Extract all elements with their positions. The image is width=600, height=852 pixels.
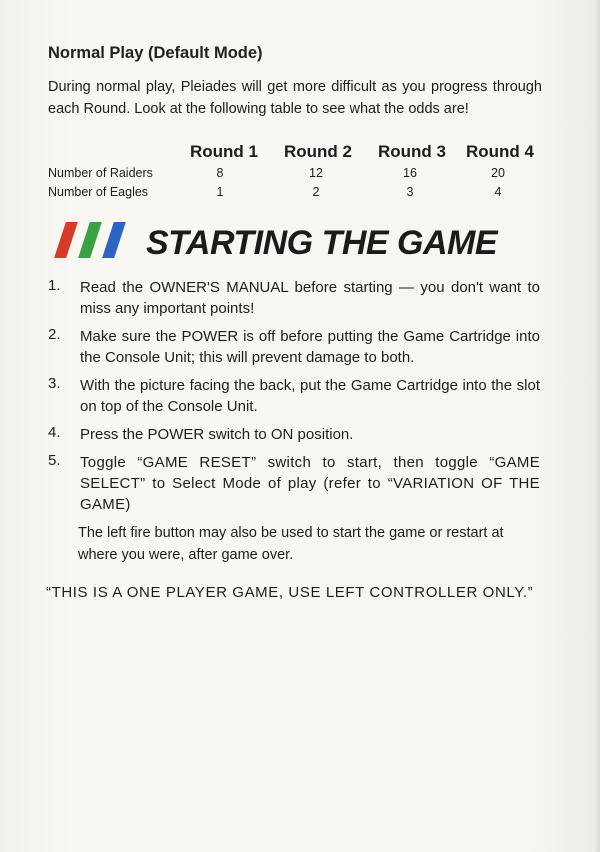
table-cell: 3 bbox=[406, 185, 414, 199]
page-edge-shadow bbox=[594, 0, 600, 852]
normal-play-intro: During normal play, Pleiades will get more difficult as you progress through each Round. Look at the following table to see what the odds are! bbox=[48, 79, 542, 117]
one-player-warning: “THIS IS A ONE PLAYER GAME, USE LEFT CONTROLLER ONLY.” bbox=[46, 584, 534, 601]
step-number: 1. bbox=[48, 277, 61, 294]
step-text: Read the OWNER'S MANUAL before starting — you don't want to miss any important points! bbox=[80, 279, 540, 317]
red-stripe-icon bbox=[54, 222, 78, 258]
step-number: 3. bbox=[48, 375, 61, 392]
round-header: Round 2 bbox=[284, 142, 352, 161]
step-text: With the picture facing the back, put the Game Cartridge into the slot on top of the Console Unit. bbox=[80, 377, 540, 415]
raiders-row-label: Number of Raiders bbox=[48, 166, 153, 180]
table-cell: 12 bbox=[309, 166, 323, 180]
section-title: STARTING THE GAME bbox=[146, 224, 498, 262]
table-cell: 8 bbox=[216, 166, 224, 180]
normal-play-heading: Normal Play (Default Mode) bbox=[48, 44, 263, 62]
round-header: Round 1 bbox=[190, 142, 258, 161]
step-number: 4. bbox=[48, 424, 61, 441]
step-number: 5. bbox=[48, 452, 61, 469]
step-text: Make sure the POWER is off before putting the Game Cartridge into the Console Unit; this will prevent damage to both. bbox=[80, 328, 540, 366]
fire-button-note: The left fire button may also be used to start the game or restart at where you were, after game over. bbox=[78, 525, 504, 563]
table-cell: 1 bbox=[216, 185, 224, 199]
table-cell: 20 bbox=[491, 166, 505, 180]
table-cell: 2 bbox=[312, 185, 320, 199]
step-number: 2. bbox=[48, 326, 61, 343]
table-cell: 4 bbox=[494, 185, 502, 199]
round-header: Round 4 bbox=[466, 142, 534, 161]
eagles-row-label: Number of Eagles bbox=[48, 185, 149, 199]
step-text: Toggle “GAME RESET” switch to start, then toggle “GAME SELECT” to Select Mode of play (refer to “VARIATION OF THE GAME) bbox=[80, 454, 540, 513]
round-header: Round 3 bbox=[378, 142, 446, 161]
blue-stripe-icon bbox=[102, 222, 126, 258]
green-stripe-icon bbox=[78, 222, 102, 258]
table-cell: 16 bbox=[403, 166, 417, 180]
step-text: Press the POWER switch to ON position. bbox=[80, 426, 354, 443]
